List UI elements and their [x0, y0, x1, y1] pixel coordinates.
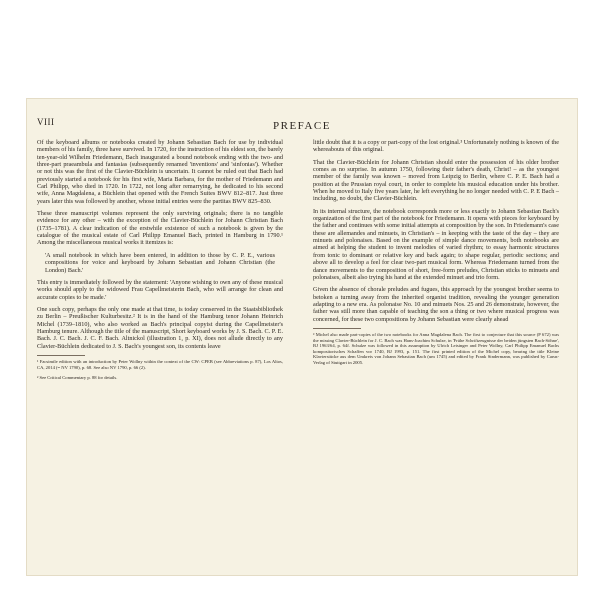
- paragraph: Of the keyboard albums or notebooks created by Johann Sebastian Bach for use by individual members of his family, three have survived. In 1720, for the instruction of his eldest son, the barely ten-year-old Wilhelm Friedemann, Bach inaugurated a bound notebook ending with the two- and three-part praeambula and fantasias (subsequently renamed 'inventions' and 'sinfonias'). Whether or not this was the first of the Clavier-Büchlein is uncertain. It cannot be ruled out that Bach had previously started a notebook for his first wife, Maria Barbara, for the mother of Friedemann and Carl Philipp, who died in 1720. In 1722, not long after remarrying, he dedicated to his second wife, Anna Magdalena, a Büchlein that opened with the French Suites BWV 812–817. Just three years later this was followed by another, whose initial entries were the partitas BWV 825–830.: [37, 139, 283, 205]
- footnote-divider: [37, 355, 85, 356]
- footnote-divider: [313, 328, 361, 329]
- paragraph: That the Clavier-Büchlein for Johann Christian should enter the possession of his older brother comes as no surprise. In autumn 1750, following their father's death, Christ! – as the youngest member of the family was known – moved from Leipzig to Berlin, where C. P. E. Bach had a position at the Prussian royal court, in order to complete his musical education under his brother. When he moved to Italy five years later, he left everything he no longer needed with C. P. E Bach – including, no doubt, the Clavier-Büchlein.: [313, 158, 559, 203]
- right-column: [313, 139, 559, 370]
- paragraph: little doubt that it is a copy or part-copy of the lost original.³ Unfortunately nothing is known of the whereabouts of this original.: [313, 139, 559, 154]
- paragraph: Given the absence of chorale preludes and fugues, this approach by the youngest brother seems to betoken a turning away from the inherited organist tradition, revealing the younger generation adapting to a new era. As polonaise No. 10 and minuets Nos. 25 and 26 demonstrate, however, the father was still more than capable of teaching the son a thing or two where musical progress was concerned, for these two compositions by Johann Sebastian were clearly ahead: [313, 286, 559, 323]
- paragraph: One such copy, perhaps the only one made at that time, is today conserved in the Staatsbibliothek zu Berlin – Preußischer Kulturbesitz.² It is in the hand of the Hamburg tenor Johann Heinrich Michel (1739–1810), who also worked as Bach's principal copyist during the Capellmeister's Hamburg tenure. Although the title of the manuscript, Short keyboard works by J. S. Bach. C. P. E. Bach. J. C. Bach. J. C. F. Bach. Altnickol (illustration 1, p. XI), does not allude directly to any Clavier-Büchlein dedicated to J. S. Bach's youngest son, its contents leave: [37, 305, 283, 350]
- footnote: ¹ Facsimile edition with an introduction by Peter Wollny within the context of the CW: CPEB (see Abbreviations p. 87), Los Altos, CA, 2014 (= NV 1790), p. 68. See also NV 1790, p. 66 (2).: [37, 358, 283, 370]
- book-page: [26, 98, 578, 576]
- page-number: VIII: [37, 117, 55, 127]
- paragraph: These three manuscript volumes represent the only surviving originals; there is no tangible evidence for any other – with the exception of the Clavier-Büchlein for Johann Christian Bach (1735–1781). A clear indication of the erstwhile existence of such a notebook is given by the catalogue of the musical estate of Carl Philipp Emanuel Bach, printed in Hamburg in 1790.¹ Among the miscellaneous musical works it itemizes is:: [37, 210, 283, 247]
- paragraph: This entry is immediately followed by the statement: 'Anyone wishing to own any of these musical works should apply to the widowed Frau Capellmeisterin Bach, who will arrange for clean and accurate copies to be made.': [37, 278, 283, 301]
- left-column: [37, 139, 283, 386]
- footnote: ³ Michel also made part-copies of the two notebooks for Anna Magdalena Bach. The first to conjecture that this source (P 672) was the missing Clavier-Büchlein for J. C. Bach was Hans-Joachim Schulze, in 'Frühe Schriftzeugnisse der beiden jüngsten Bach-Söhne', BJ 1963/64, p. 64f. Schulze was followed in this assumption by Ulrich Leisinger and Peter Wollny, Carl Philipp Emanuel Bachs kompositorisches Schaffen vor 1740, BJ 1993, p. 151. The first printed edition of the Michel copy, bearing the title Kleine Klavierstücke aus dem Umkreis von Johann Sebastian Bach (um 1745) and edited by Frank Sindermann, was published by Carus-Verlag of Stuttgart in 2005.: [313, 331, 559, 365]
- block-quote: 'A small notebook in which have been entered, in addition to those by C. P. E., various compositions for voice and keyboard by Johann Sebastian and Johann Christian (the London) Bach.': [45, 251, 275, 274]
- page-title: PREFACE: [273, 120, 331, 132]
- footnote: ² See Critical Commentary p. 88 for details.: [37, 375, 118, 381]
- paragraph: In its internal structure, the notebook corresponds more or less exactly to Johann Sebastian Bach's organization of the first part of the notebook for Friedemann. It opens with pieces for keyboard by the father and continues with some initial attempts at composition by the son. In Friedemann's case these are allemandes and minuets, in Christian's – in keeping with the taste of the day – they are minuets and polonaises. Based on the example of simple dance movements, both notebooks are aimed at helping the student to invent melodies of varied rhythm; to essay harmonic structures from tonic to dominant or relative key and back again; to shape regular, periodic sections; and above all to develop a feel for clear two-part musical form. Whereas Friedemann turned from the dance movements to the composition of short, free-form preludes, Christian sticks to minuets and polonaises, albeit also trying his hand at the extended minuet and trio form.: [313, 207, 559, 281]
